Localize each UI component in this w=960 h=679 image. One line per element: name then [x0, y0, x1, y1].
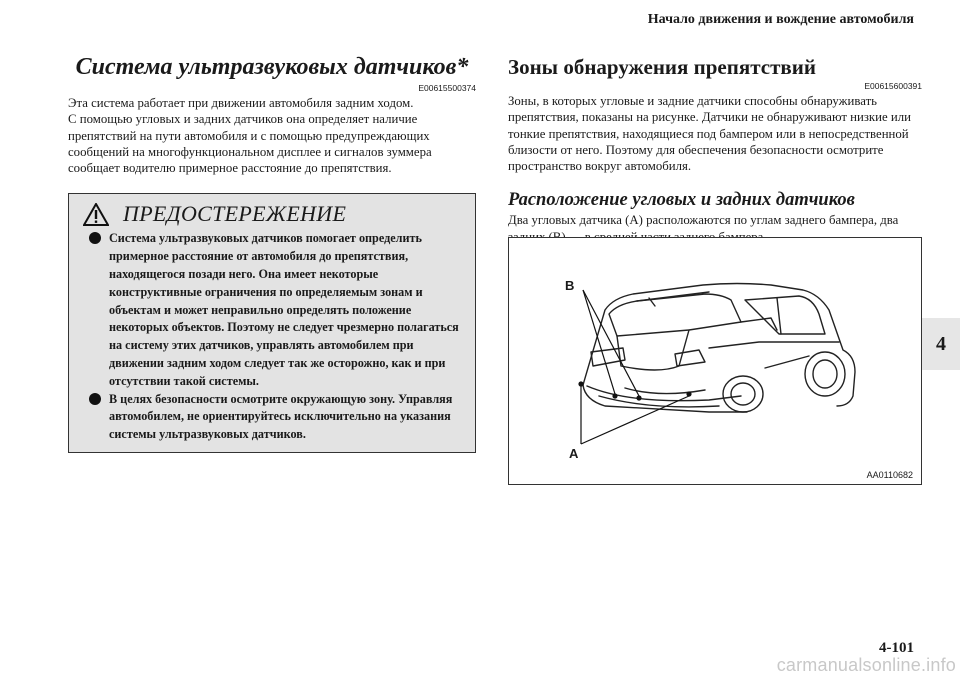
warning-triangle-icon [83, 203, 109, 226]
watermark: carmanualsonline.info [776, 655, 956, 675]
left-column [68, 52, 476, 453]
section-title-detection-zones: Зоны обнаружения препятствий [508, 55, 816, 79]
section-title-ultrasonic: Система ультразвуковых датчиков* [75, 54, 469, 80]
subsection-title-sensor-location: Расположение угловых и задних датчиков [508, 190, 855, 211]
intro-paragraph: Эта система работает при движении автомобиля задним ходом. С помощью угловых и задних датчиков она определяет наличие препятствий на пути автомобиля и с помощью предупреждающих сообщений на многофункциональном дисплее и сигналов зуммера сообщает водителю примерное расстояние до препятствия. [68, 96, 432, 176]
sensor-location-paragraph: Два угловых датчика (A) расположаются по углам заднего бампера, два [508, 213, 899, 228]
warning-item-text: В целях безопасности осмотрите окружающую зону. Управляя автомобилем, не ориентируйтесь исключительно на указания системы ультразвуковых датчиков. [109, 391, 453, 442]
warning-item [69, 391, 475, 444]
callout-a: A [569, 446, 579, 461]
warning-title: ПРЕДОСТЕРЕЖЕНИЕ [123, 201, 347, 227]
warning-header [69, 198, 475, 230]
zones-paragraph: Зоны, в которых угловые и задние датчики способны обнаруживать препятствия, показаны на рисунке. Датчики не обнаруживают низкие или тонкие препятствия, находящиеся под бампером или в непосредственной близости от него. Поэтому для обеспечения безопасности осмотрите пространство вокруг автомобиля. [508, 94, 911, 174]
page-number: 4-101 [879, 640, 914, 656]
section-code: E00615600391 [864, 81, 922, 91]
warning-item [69, 230, 475, 390]
chapter-tab: 4 [922, 318, 960, 370]
bullet-icon [89, 232, 101, 244]
warning-box [68, 193, 476, 453]
bullet-icon [89, 393, 101, 405]
sensor-location-figure [508, 237, 922, 485]
figure-code: AA0110682 [866, 470, 913, 480]
callout-b: B [565, 278, 575, 293]
right-column [508, 52, 922, 245]
warning-item-text: Система ультразвуковых датчиков помогает определить примерное расстояние от автомобиля до препятствия, находящегося позади него. Она имеет некоторые конструктивные ограничения по определяемым зонам и объектам и может неправильно определять положение некоторых объектов. Поэтому не следует чрезмерно полагаться на систему этих датчиков, управлять автомобилем при движении задним ходом следует так же осторожно, как и при отсутствии такой системы. [109, 231, 459, 388]
section-code: E00615500374 [418, 83, 476, 93]
running-header: Начало движения и вождение автомобиля [647, 12, 914, 27]
